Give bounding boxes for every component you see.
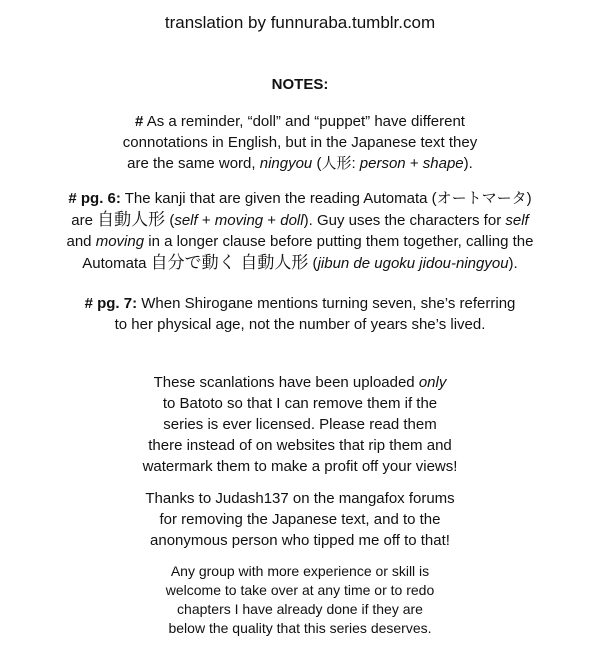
note2-line4: Automata 自分で動く 自動人形 (jibun de ugoku jidou-ningyou). — [82, 253, 518, 272]
para1-line4: there instead of on websites that rip them and — [148, 437, 452, 454]
note3-line2: to her physical age, not the number of years she’s lived. — [114, 316, 486, 333]
para2-line1: Thanks to Judash137 on the mangafox forums — [145, 490, 455, 507]
para1-line2: to Batoto so that I can remove them if the — [162, 395, 438, 412]
para3-line4: below the quality that this series deserves. — [168, 620, 432, 636]
translation-credit: translation by funnuraba.tumblr.com — [164, 13, 436, 32]
note1-line1: # As a reminder, “doll” and “puppet” have different — [135, 113, 465, 130]
para1-line1: These scanlations have been uploaded only — [153, 374, 447, 391]
para3-line3: chapters I have already done if they are — [177, 601, 423, 617]
note-pg6-automata — [0, 188, 600, 274]
para2-line3: anonymous person who tipped me off to that! — [150, 532, 450, 549]
notes-title: NOTES: — [271, 76, 329, 93]
note2-line3: and moving in a longer clause before putting them together, calling the — [66, 233, 534, 250]
para3-line2: welcome to take over at any time or to redo — [165, 582, 435, 598]
note-doll-puppet — [0, 111, 600, 174]
para1-line3: series is ever licensed. Please read them — [163, 416, 437, 433]
note-pg7-age — [0, 293, 600, 335]
note1-marker: # — [135, 113, 144, 130]
note2-marker: # pg. 6: — [68, 190, 121, 207]
para3-line1: Any group with more experience or skill is — [170, 563, 430, 579]
note2-line1: # pg. 6: The kanji that are given the reading Automata (オートマータ) — [68, 190, 532, 207]
takeover-notice — [0, 562, 600, 638]
note1-line2: connotations in English, but in the Japanese text they — [122, 134, 478, 151]
para2-line2: for removing the Japanese text, and to the — [159, 511, 441, 528]
note3-marker: # pg. 7: — [84, 295, 138, 312]
upload-notice — [0, 372, 600, 477]
note1-line3: are the same word, ningyou (人形: person + shape). — [127, 155, 473, 172]
thanks-notice — [0, 488, 600, 551]
note2-line2: are 自動人形 (self + moving + doll). Guy uses the characters for self — [71, 210, 529, 229]
para1-line5: watermark them to make a profit off your views! — [142, 458, 458, 475]
note3-line1: # pg. 7: When Shirogane mentions turning seven, she’s referring — [84, 295, 516, 312]
